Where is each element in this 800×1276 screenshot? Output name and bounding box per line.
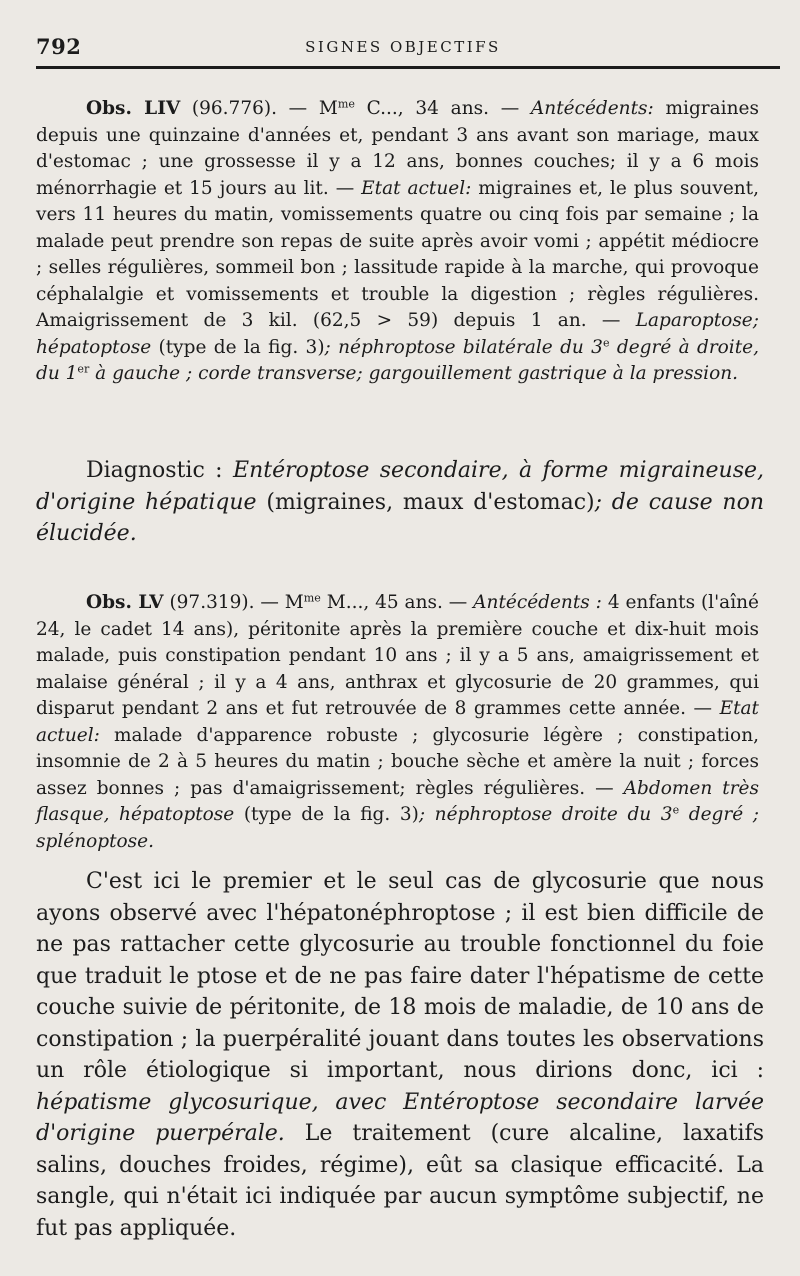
obs-label: Obs. LIV [86, 98, 181, 119]
etat-label: Etat actuel: [36, 698, 759, 746]
diagnostic-label: Diagnostic : [86, 458, 223, 483]
etat-text: malade d'apparence robuste ; glycosurie légère ; constipation, insomnie de 2 à 5 heures du matin ; bouche sèche et amère la nuit ; forces assez bonnes ; pas d'amaigrissement; règles régulières. — [36, 724, 759, 799]
observation-lv [36, 590, 759, 855]
page-header [36, 32, 770, 68]
etat-text: migraines et, le plus souvent, vers 11 heures du matin, vomissements quatre ou cinq fois par semaine ; la malade peut prendre son repas de suite après avoir vomi ; appétit médiocre ; selles régulières, sommeil bon ; lassitude rapide à la marche, qui provoque céphalalgie et vomissements et trouble la digestion ; règles régulières. Amaigrissement de 3 kil. (62,5 > 59) depuis 1 an. — [36, 177, 759, 331]
diagnostic-italic-a: Entéroptose secondaire, à forme migraineuse, d'origine hépatique [36, 458, 765, 515]
findings-b-sup: e [672, 803, 680, 817]
patient-rest: M..., 45 ans. — [326, 592, 468, 613]
page-number: 792 [36, 34, 82, 59]
patient-rest: C..., 34 ans. — [366, 98, 520, 119]
findings-b: ; néphroptose droite du 3 [418, 804, 673, 825]
patient: M [284, 592, 304, 613]
patient-sup: me [337, 97, 355, 111]
antecedents-text: migraines depuis une quinzaine d'années et, pendant 3 ans avant son mariage, maux d'estomac ; une grossesse il y a 12 ans, bonnes couches; il y a 6 mois ménorrhagie et 15 jours au lit. — [36, 98, 759, 199]
commentary-text-b: Le traitement (cure alcaline, laxatifs salins, douches froides, régime), eût sa clasique efficacité. La sangle, qui n'était ici indiquée par aucun symptôme subjectif, ne fut pas appliquée. [36, 1121, 764, 1241]
findings-c-sup: er [77, 362, 90, 376]
findings-c: degré ; splénoptose. [36, 804, 759, 852]
findings-d: à gauche ; corde transverse; gargouillement gastrique à la pression. [89, 363, 739, 384]
type-ref: (type de la fig. 3) [243, 804, 419, 825]
findings-a: Abdomen très flasque, hépatoptose [36, 777, 759, 825]
patient-sup: me [303, 591, 321, 605]
header-rule [36, 66, 780, 69]
findings-b-sup: e [602, 335, 610, 349]
obs-label: Obs. LV [86, 592, 164, 613]
antecedents-label: Antécédents: [530, 98, 654, 119]
findings-a: Laparoptose; hépatoptose [36, 310, 759, 358]
antecedents-text: 4 enfants (l'aîné 24, le cadet 14 ans), péritonite après la première couche et dix-huit mois malade, puis constipation pendant 10 ans ; il y a 5 ans, amaigrissement et malaise général ; il y a 4 ans, anthrax et glycosurie de 20 grammes, qui disparut pendant 2 ans et fut retrouvée de 8 grammes cette année. — [36, 592, 759, 719]
diagnostic-paragraph [36, 455, 764, 550]
antecedents-label: Antécédents : [473, 592, 602, 613]
diagnostic-roman: (migraines, maux d'estomac) [266, 489, 595, 515]
diagnostic-italic-b: ; de cause non élucidée. [36, 489, 764, 546]
etat-label: Etat actuel: [361, 177, 472, 199]
commentary-text-a: C'est ici le premier et le seul cas de glycosurie que nous ayons observé avec l'hépatonéphroptose ; il est bien difficile de ne pas rattacher cette glycosurie au trouble fonctionnel du foie que traduit le ptose et de ne pas faire dater l'hépatisme de cette couche suivie de péritonite, de 18 mois de maladie, de 10 ans de constipation ; la puerpéralité jouant dans toutes les observations un rôle étiologique si important, nous dirions donc, ici : [36, 869, 764, 1083]
obs-number: (96.776). — [191, 98, 308, 119]
findings-b: ; néphroptose bilatérale du 3 [324, 336, 603, 358]
patient: M [318, 98, 338, 119]
findings-c: degré à droite, du 1 [36, 336, 759, 384]
obs-number: (97.319). — [169, 592, 279, 613]
running-title: SIGNES OBJECTIFS [305, 38, 501, 56]
type-ref: (type de la fig. 3) [158, 336, 325, 358]
observation-liv [36, 96, 759, 388]
commentary-italic: hépatisme glycosurique, avec Entéroptose secondaire larvée d'origine puerpérale. [36, 1089, 764, 1146]
commentary-paragraph [36, 866, 764, 1244]
